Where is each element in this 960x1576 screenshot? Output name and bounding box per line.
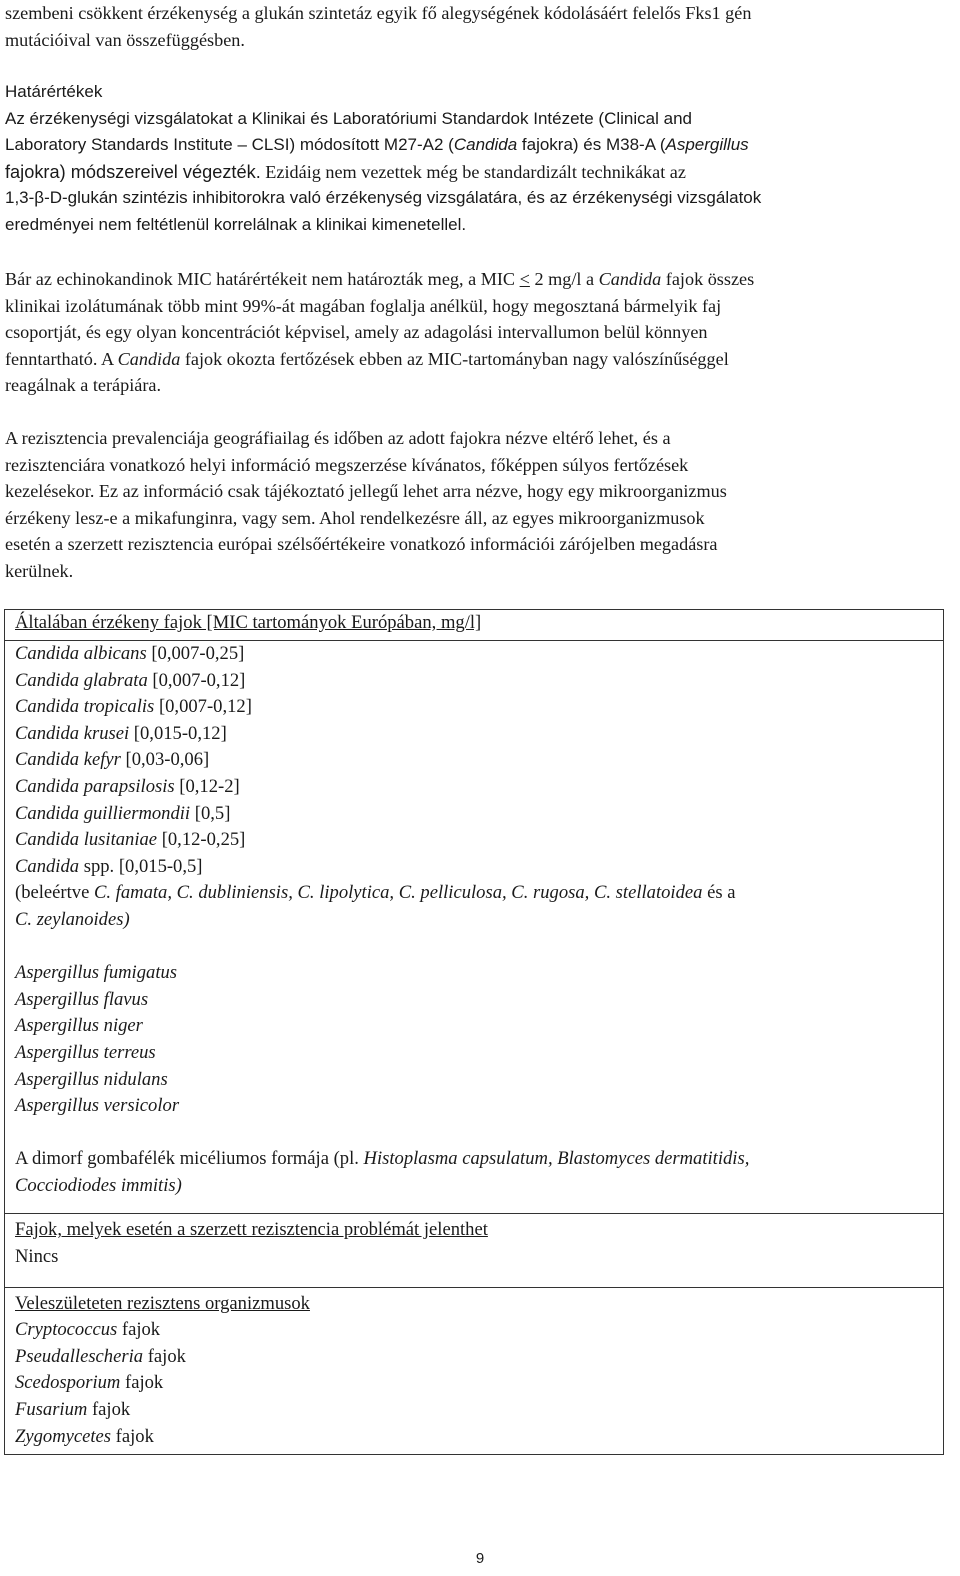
table-row xyxy=(5,610,944,641)
text-line: kezelésekor. Ez az információ csak tájékoztató jellegű lehet arra nézve, hogy egy mikroorganizmus xyxy=(5,481,727,502)
acquired-header: Fajok, melyek esetén a szerzett rezisztencia problémát jelenthet xyxy=(15,1219,488,1241)
list-item: Zygomycetes fajok xyxy=(15,1425,154,1447)
resistance-paragraph xyxy=(5,425,957,585)
list-item: Fusarium fajok xyxy=(15,1399,131,1421)
breakpoints-section xyxy=(5,79,957,239)
page-number: 9 xyxy=(475,1550,485,1567)
list-item: Pseudallescheria fajok xyxy=(15,1345,186,1367)
list-item: Candida lusitaniae [0,12-0,25] xyxy=(15,829,246,851)
table-row xyxy=(5,1214,944,1287)
text-line: klinikai izolátumának több mint 99%-át magában foglalja anélkül, hogy megosztaná bármelyik faj xyxy=(5,295,722,316)
list-item: Aspergillus nidulans xyxy=(15,1068,168,1090)
susceptible-list-cell xyxy=(5,641,944,1214)
acquired-value: Nincs xyxy=(15,1246,59,1268)
spacer xyxy=(15,934,933,961)
text-line: A rezisztencia prevalenciája geográfiailag és időben az adott fajokra nézve eltérő lehet, és a xyxy=(5,428,671,448)
list-item: Candida krusei [0,015-0,12] xyxy=(15,722,227,744)
list-item: Candida parapsilosis [0,12-2] xyxy=(15,775,240,797)
list-item: A dimorf gombafélék micéliumos formája (pl. Histoplasma capsulatum, Blastomyces dermatitidis, xyxy=(15,1148,750,1170)
list-item: Candida kefyr [0,03-0,06] xyxy=(15,749,210,771)
list-item: Aspergillus niger xyxy=(15,1015,143,1037)
text-line: Az érzékenységi vizsgálatokat a Klinikai és Laboratóriumi Standardok Intézete (Clinical and xyxy=(5,108,692,128)
species-table xyxy=(4,609,944,1455)
text-line: csoportját, és egy olyan koncentrációt képvisel, amely az adagolási intervallumon belül könnyen xyxy=(5,322,708,343)
list-item: Aspergillus fumigatus xyxy=(15,962,178,984)
text-line: fenntartható. A Candida fajok okozta fertőzések ebben az MIC-tartományban nagy valószínűséggel xyxy=(5,348,729,369)
table-row xyxy=(5,641,944,1214)
text-line: eredményei nem feltétlenül korrelálnak a klinikai kimenetellel. xyxy=(5,214,467,234)
list-item: Candida spp. [0,015-0,5] xyxy=(15,855,203,877)
text-line: rezisztenciára vonatkozó helyi információ megszerzése kívánatos, főképpen súlyos fertőzések xyxy=(5,454,689,475)
list-item: Aspergillus terreus xyxy=(15,1041,156,1063)
intro-line: szembeni csökkent érzékenység a glukán szintetáz egyik fő alegységének kódolásáért felelős Fks1 gén xyxy=(5,3,752,23)
acquired-resistance-cell xyxy=(5,1214,944,1287)
mic-paragraph xyxy=(5,266,957,399)
text-line: fajokra) módszereivel végezték. Ezidáig nem vezettek még be standardizált technikákat az xyxy=(5,161,686,182)
list-item: Scedosporium fajok xyxy=(15,1372,164,1394)
text-line: érzékeny lesz-e a mikafunginra, vagy sem. Ahol rendelkezésre áll, az egyes mikroorganizmusok xyxy=(5,507,705,528)
intro-paragraph xyxy=(5,0,957,53)
spacer xyxy=(15,1120,933,1147)
text-line: esetén a szerzett rezisztencia európai szélsőértékeire vonatkozó információi zárójelben megadásra xyxy=(5,534,718,555)
list-item: Aspergillus versicolor xyxy=(15,1095,180,1117)
section-heading: Határértékek xyxy=(5,82,103,101)
list-item: C. zeylanoides) xyxy=(15,908,130,930)
list-item: Candida tropicalis [0,007-0,12] xyxy=(15,696,252,718)
list-item: Candida glabrata [0,007-0,12] xyxy=(15,669,246,691)
inherent-header: Veleszületeten rezisztens organizmusok xyxy=(15,1292,310,1314)
susceptible-header: Általában érzékeny fajok [MIC tartományok Európában, mg/l] xyxy=(15,612,482,633)
text-line: 1,3-β-D-glukán szintézis inhibitorokra való érzékenység vizsgálatára, és az érzékenységi vizsgálatok xyxy=(5,188,762,208)
table-row xyxy=(5,1287,944,1455)
list-item: Cocciodiodes immitis) xyxy=(15,1174,182,1196)
list-item: Cryptococcus fajok xyxy=(15,1319,161,1341)
text-line: reagálnak a terápiára. xyxy=(5,375,161,396)
text-line: Laboratory Standards Institute – CLSI) módosított M27-A2 (Candida fajokra) és M38-A (Aspergillus xyxy=(5,135,749,155)
table-header-cell xyxy=(5,610,944,641)
list-item: Candida guilliermondii [0,5] xyxy=(15,802,231,824)
intro-line: mutációival van összefüggésben. xyxy=(5,29,245,50)
list-item: (beleértve C. famata, C. dubliniensis, C. lipolytica, C. pelliculosa, C. rugosa, C. stellatoidea és a xyxy=(15,882,736,904)
text-line: Bár az echinokandinok MIC határértékeit nem határozták meg, a MIC < 2 mg/l a Candida fajok összes xyxy=(5,269,755,289)
text-line: kerülnek. xyxy=(5,560,74,581)
list-item: Aspergillus flavus xyxy=(15,988,149,1010)
list-item: Candida albicans [0,007-0,25] xyxy=(15,643,245,664)
inherent-resistance-cell xyxy=(5,1287,944,1455)
